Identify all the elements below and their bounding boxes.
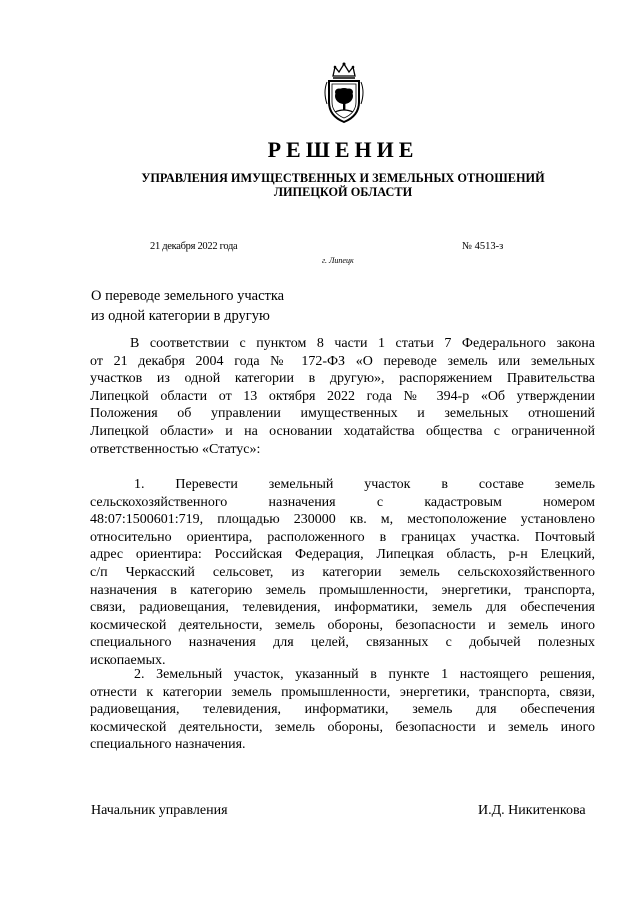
subtitle-line: УПРАВЛЕНИЯ ИМУЩЕСТВЕННЫХ И ЗЕМЕЛЬНЫХ ОТНОШЕНИЙ [141, 171, 545, 185]
document-date: 21 декабря 2022 года [150, 241, 238, 252]
caption-line: О переводе земельного участка [91, 288, 285, 304]
text-line: 48:07:1500601:719, площадью 230000 кв. м, местоположение установлено [90, 512, 595, 528]
preamble-paragraph [90, 335, 595, 458]
text-line: назначения в категорию земель промышленности, энергетики, транспорта, [90, 582, 595, 598]
document-caption [91, 286, 284, 326]
document-title: РЕШЕНИЕ [267, 137, 419, 162]
text-line: космической деятельности, земель обороны, безопасности и земель иного [90, 719, 595, 735]
text-line: участков из одной категории в другую», распоряжением Правительства [90, 371, 595, 387]
document-city: г. Липецк [322, 256, 354, 265]
text-line: с/п Черкасский сельсовет, из категории земель сельскохозяйственного [90, 564, 595, 580]
text-line: космической деятельности, земель обороны, безопасности и земель иного [90, 617, 595, 633]
caption-line: из одной категории в другую [91, 308, 270, 324]
coat-of-arms-icon [321, 62, 367, 124]
text-line: ископаемых. [90, 652, 166, 668]
document-subtitle [0, 171, 640, 199]
text-line: специального назначения для целей, связанных с добычей полезных [90, 635, 595, 651]
item-1-paragraph [90, 476, 595, 670]
text-line: Липецкой области» и на основании ходатайства общества с ограниченной [90, 423, 595, 439]
subtitle-line: ЛИПЕЦКОЙ ОБЛАСТИ [273, 185, 413, 199]
text-line: Положения об управлении имущественных и земельных отношений [90, 406, 595, 422]
text-line: относительно ориентира, расположенного в границах участка. Почтовый [90, 529, 595, 545]
text-line: специального назначения. [90, 737, 246, 753]
document-number: № 4513-з [462, 241, 504, 252]
text-line: отнести к категории земель промышленности, энергетики, транспорта, связи, [90, 684, 595, 700]
signature-position: Начальник управления [91, 803, 228, 818]
text-line: связи, радиовещания, телевидения, информатики, земель для обеспечения [90, 600, 595, 616]
text-line: 1. Перевести земельный участок в составе земель [134, 477, 595, 492]
item-2-paragraph [90, 666, 595, 754]
text-line: Липецкой области от 13 октября 2022 года № 394-р «Об утверждении [90, 388, 595, 404]
text-line: адрес ориентира: Российская Федерация, Липецкая область, р-н Елецкий, [90, 547, 595, 563]
text-line: сельскохозяйственного назначения с кадастровым номером [90, 494, 595, 510]
text-line: ответственностью «Статус»: [90, 441, 261, 457]
text-line: 2. Земельный участок, указанный в пункте 1 настоящего решения, [134, 667, 595, 682]
signature-name: И.Д. Никитенкова [478, 803, 586, 818]
text-line: радиовещания, телевидения, информатики, земель для обеспечения [90, 702, 595, 718]
text-line: В соответствии с пунктом 8 части 1 статьи 7 Федерального закона [130, 336, 595, 351]
text-line: от 21 декабря 2004 года № 172-ФЗ «О переводе земель или земельных [90, 353, 595, 369]
